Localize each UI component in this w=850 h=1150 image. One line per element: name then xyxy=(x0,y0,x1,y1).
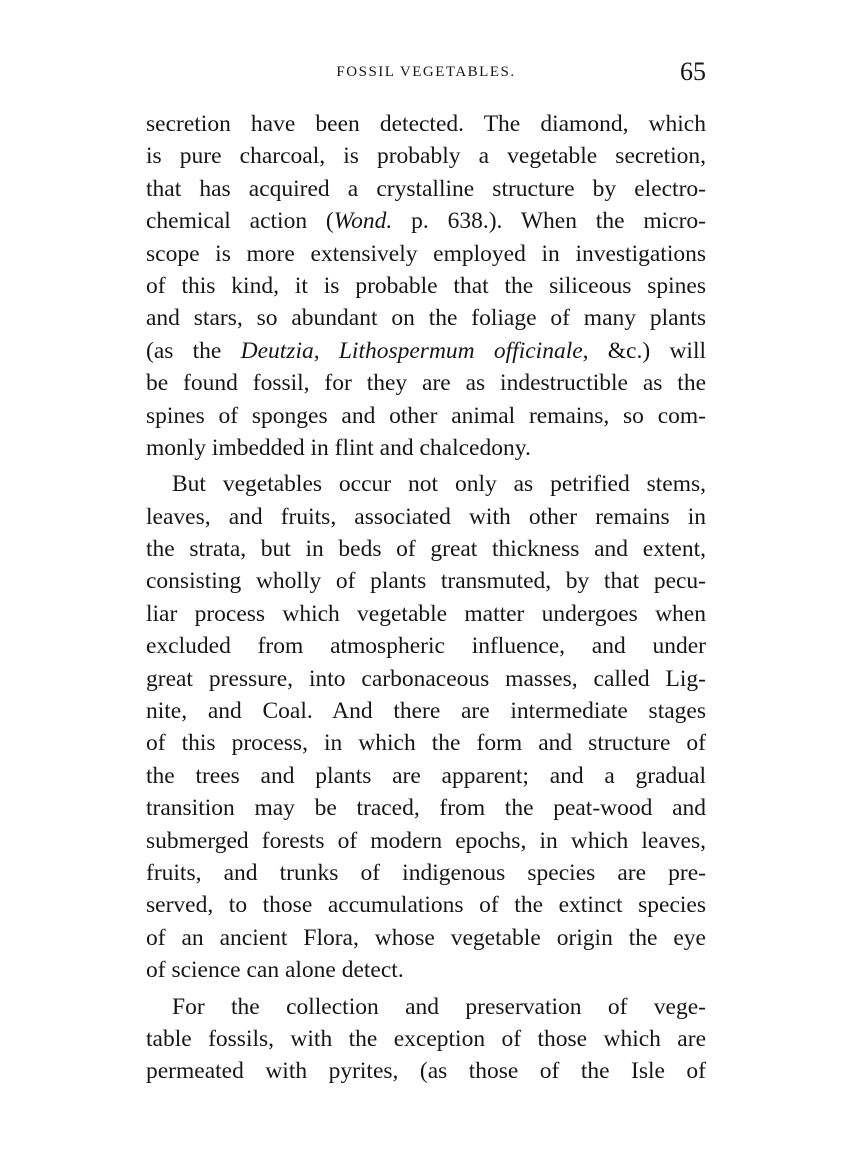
text-line xyxy=(146,432,706,464)
text-line xyxy=(146,630,706,662)
text-run: permeated with pyrites, (as those of the Isle of xyxy=(146,1058,706,1085)
italic-text: Wond. xyxy=(333,208,393,235)
text-line xyxy=(146,533,706,565)
text-run: monly imbedded in flint and chalcedony. xyxy=(146,434,531,461)
text-run: chemical action ( xyxy=(146,208,334,235)
text-run: transition may be traced, from the peat-wood and xyxy=(146,795,706,822)
text-line xyxy=(146,173,706,205)
text-line xyxy=(146,565,706,597)
text-line xyxy=(146,954,706,986)
text-line xyxy=(146,727,706,759)
text-run: scope is more extensively employed in investigations xyxy=(146,240,706,267)
text-line xyxy=(146,889,706,921)
text-run: submerged forests of modern epochs, in which leaves, xyxy=(146,827,706,854)
page-number: 65 xyxy=(680,57,706,86)
paragraph xyxy=(146,991,706,1088)
text-run: great pressure, into carbonaceous masses, called Lig- xyxy=(146,665,706,692)
text-line xyxy=(146,1023,706,1055)
text-line xyxy=(146,663,706,695)
text-line xyxy=(146,598,706,630)
text-run: of this process, in which the form and structure of xyxy=(146,730,706,757)
text-run: (as the xyxy=(146,337,241,364)
text-line xyxy=(146,400,706,432)
text-run: fruits, and trunks of indigenous species are pre- xyxy=(146,859,706,886)
text-run: of an ancient Flora, whose vegetable origin the eye xyxy=(146,924,706,951)
text-line xyxy=(146,367,706,399)
paragraph xyxy=(146,108,706,464)
text-run: But vegetables occur not only as petrified stems, xyxy=(172,471,706,498)
text-run: be found fossil, for they are as indestructible as the xyxy=(146,370,706,397)
italic-text: Deutzia, Lithospermum officinale, xyxy=(240,337,589,364)
text-line xyxy=(146,205,706,237)
text-run: excluded from atmospheric influence, and under xyxy=(146,633,706,660)
text-run: liar process which vegetable matter undergoes when xyxy=(146,600,706,627)
text-run: p. 638.). When the micro- xyxy=(392,208,706,235)
text-line xyxy=(146,991,706,1023)
text-line xyxy=(146,922,706,954)
text-run: table fossils, with the exception of those which are xyxy=(146,1025,706,1052)
text-line xyxy=(146,825,706,857)
text-line xyxy=(146,792,706,824)
text-run: that has acquired a crystalline structure by electro- xyxy=(146,175,706,202)
text-run: leaves, and fruits, associated with other remains in xyxy=(146,503,706,530)
text-run: the trees and plants are apparent; and a gradual xyxy=(146,762,706,789)
text-run: the strata, but in beds of great thickness and extent, xyxy=(146,536,706,563)
text-run: &c.) will xyxy=(588,337,706,364)
text-run: of science can alone detect. xyxy=(146,957,404,984)
text-line xyxy=(146,468,706,500)
running-head: FOSSIL VEGETABLES. xyxy=(336,64,516,80)
page-header xyxy=(146,55,706,95)
text-run: secretion have been detected. The diamond, which xyxy=(146,111,706,137)
text-line xyxy=(146,695,706,727)
text-run: and stars, so abundant on the foliage of many plants xyxy=(146,305,706,332)
text-line xyxy=(146,302,706,334)
text-run: spines of sponges and other animal remains, so com- xyxy=(146,402,706,429)
text-run: is pure charcoal, is probably a vegetable secretion, xyxy=(146,143,706,170)
text-line xyxy=(146,270,706,302)
text-run: For the collection and preservation of vege- xyxy=(172,993,706,1020)
text-run: consisting wholly of plants transmuted, by that pecu- xyxy=(146,568,706,595)
text-line xyxy=(146,140,706,172)
text-line xyxy=(146,335,706,367)
text-line xyxy=(146,108,706,140)
text-run: served, to those accumulations of the extinct species xyxy=(146,892,706,919)
text-line xyxy=(146,238,706,270)
text-run: of this kind, it is probable that the siliceous spines xyxy=(146,272,706,299)
text-line xyxy=(146,857,706,889)
text-line xyxy=(146,760,706,792)
body-text xyxy=(146,108,706,1088)
text-run: nite, and Coal. And there are intermediate stages xyxy=(146,698,706,725)
text-line xyxy=(146,1055,706,1087)
text-line xyxy=(146,501,706,533)
paragraph xyxy=(146,468,706,986)
